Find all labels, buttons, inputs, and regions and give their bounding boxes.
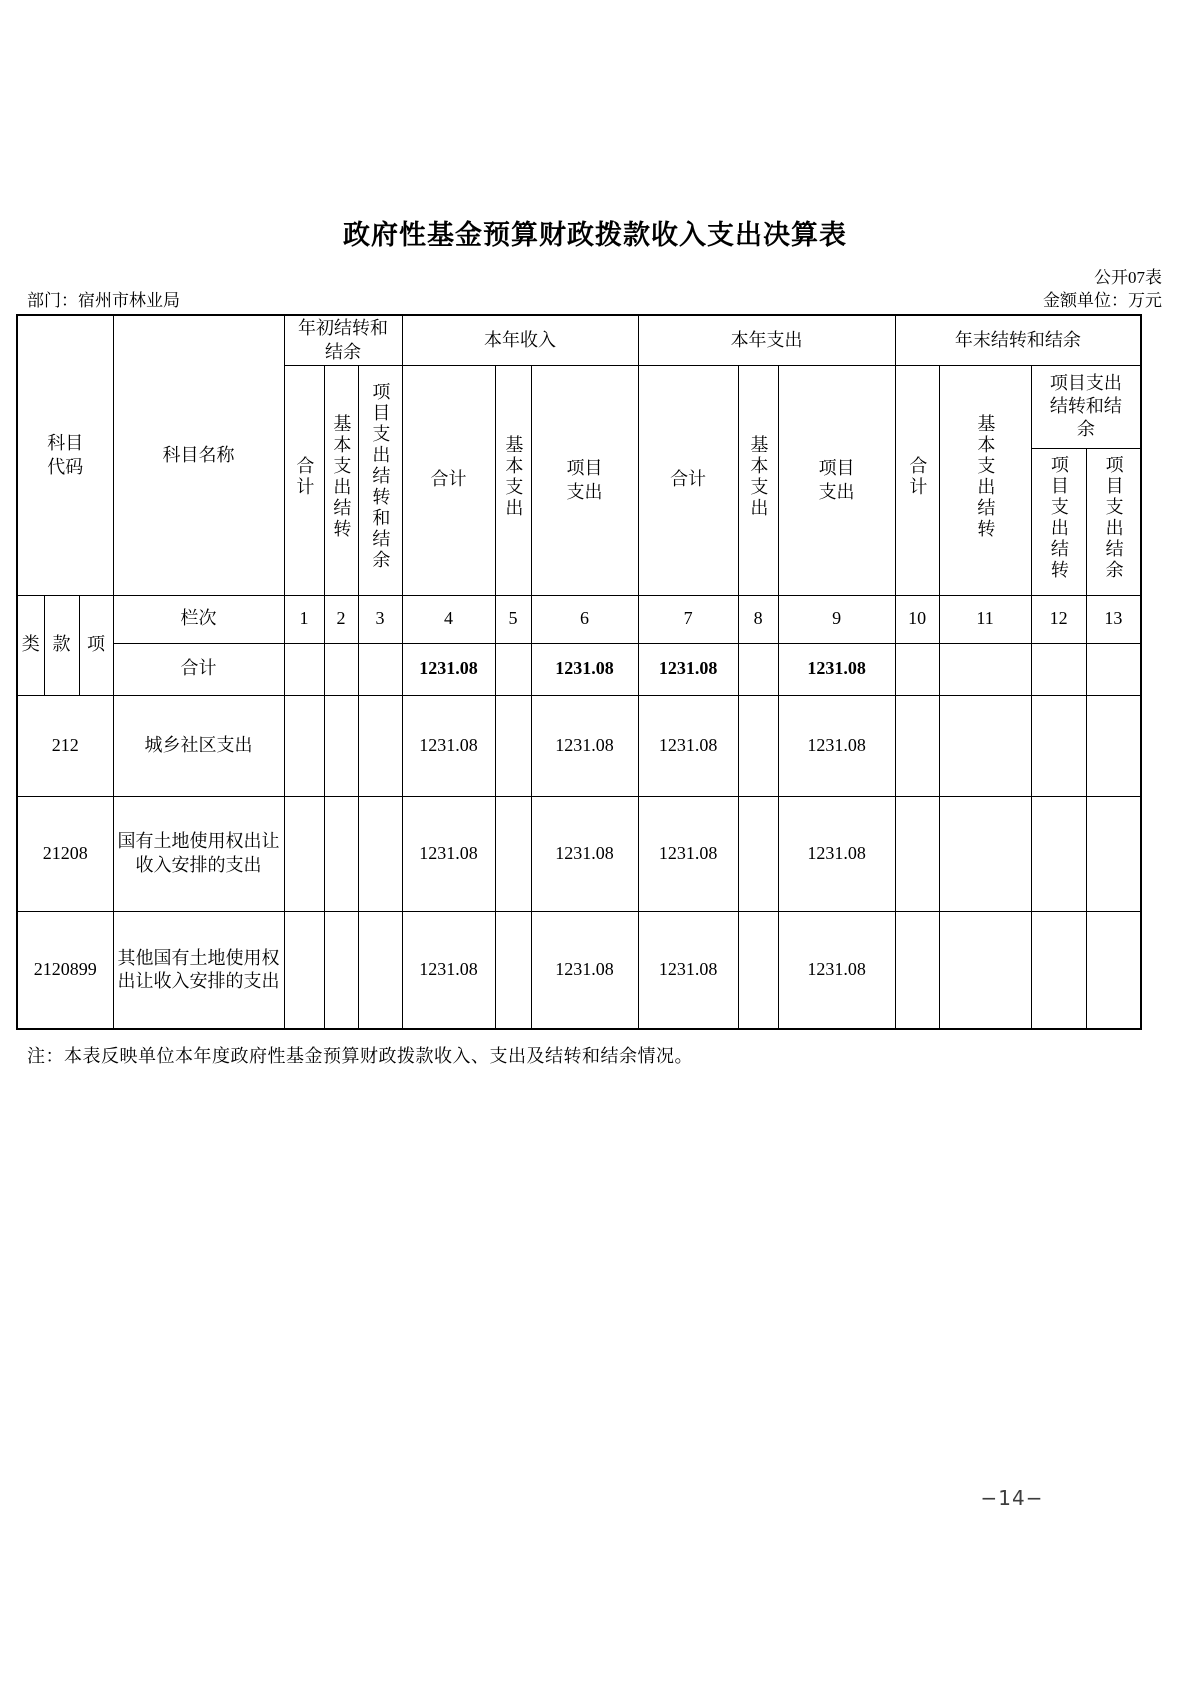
header-begin-project: 项目支出结转和结余 [358, 365, 402, 595]
total-value-11 [939, 643, 1031, 695]
page-title: 政府性基金预算财政拨款收入支出决算表 [343, 220, 847, 250]
cell-value-5 [495, 695, 531, 796]
cell-value-11 [939, 796, 1031, 911]
column-index-row [17, 595, 1141, 643]
budget-table [16, 314, 1142, 1030]
cell-value-1 [284, 796, 324, 911]
col-number-10: 10 [895, 595, 939, 643]
header-group-expense: 本年支出 [638, 315, 895, 365]
table-row-2120899 [17, 911, 1141, 1029]
doc-label: 公开07表 [1094, 268, 1162, 287]
cell-value-12 [1031, 911, 1086, 1029]
header-income-basic: 基本支出 [495, 365, 531, 595]
cell-value-7: 1231.08 [638, 911, 738, 1029]
header-begin-basic: 基本支出结转 [324, 365, 358, 595]
cell-value-13 [1086, 695, 1141, 796]
total-value-12 [1031, 643, 1086, 695]
col-number-6: 6 [531, 595, 638, 643]
cell-code: 2120899 [17, 911, 113, 1029]
cell-value-1 [284, 695, 324, 796]
total-value-5 [495, 643, 531, 695]
header-end-basic: 基本支出结转 [939, 365, 1031, 595]
cell-value-2 [324, 796, 358, 911]
cell-value-8 [738, 911, 778, 1029]
unit-label: 金额单位：万元 [1043, 291, 1162, 310]
header-lanci: 栏次 [113, 595, 284, 643]
department-label: 部门：宿州市林业局 [27, 291, 180, 310]
header-income-total: 合计 [402, 365, 495, 595]
cell-value-6: 1231.08 [531, 695, 638, 796]
header-section: 款 [44, 595, 79, 695]
header-end-total: 合计 [895, 365, 939, 595]
col-number-7: 7 [638, 595, 738, 643]
cell-code: 212 [17, 695, 113, 796]
cell-name: 其他国有土地使用权出让收入安排的支出 [113, 911, 284, 1029]
header-expense-total: 合计 [638, 365, 738, 595]
col-number-13: 13 [1086, 595, 1141, 643]
col-number-4: 4 [402, 595, 495, 643]
header-end-project-carry: 项目支出结转 [1031, 448, 1086, 595]
col-number-12: 12 [1031, 595, 1086, 643]
col-number-11: 11 [939, 595, 1031, 643]
cell-value-6: 1231.08 [531, 911, 638, 1029]
total-value-13 [1086, 643, 1141, 695]
table-row-21208 [17, 796, 1141, 911]
header-group-income: 本年收入 [402, 315, 638, 365]
cell-value-12 [1031, 796, 1086, 911]
header-class: 类 [17, 595, 44, 695]
cell-value-8 [738, 796, 778, 911]
total-value-4: 1231.08 [402, 643, 495, 695]
cell-value-11 [939, 695, 1031, 796]
header-subject-name: 科目名称 [113, 315, 284, 595]
cell-value-2 [324, 911, 358, 1029]
cell-value-5 [495, 796, 531, 911]
table-row-212 [17, 695, 1141, 796]
col-number-5: 5 [495, 595, 531, 643]
col-number-9: 9 [778, 595, 895, 643]
col-number-1: 1 [284, 595, 324, 643]
cell-value-7: 1231.08 [638, 695, 738, 796]
cell-value-6: 1231.08 [531, 796, 638, 911]
cell-value-9: 1231.08 [778, 796, 895, 911]
header-end-project-group: 项目支出结转和结余 [1031, 365, 1141, 448]
cell-value-4: 1231.08 [402, 695, 495, 796]
header-end-project-balance: 项目支出结余 [1086, 448, 1141, 595]
total-value-9: 1231.08 [778, 643, 895, 695]
table-note: 注：本表反映单位本年度政府性基金预算财政拨款收入、支出及结转和结余情况。 [27, 1046, 693, 1066]
header-expense-basic: 基本支出 [738, 365, 778, 595]
col-number-8: 8 [738, 595, 778, 643]
total-value-1 [284, 643, 324, 695]
cell-value-5 [495, 911, 531, 1029]
header-group-row [17, 315, 1141, 365]
header-item: 项 [79, 595, 113, 695]
cell-value-9: 1231.08 [778, 695, 895, 796]
cell-value-3 [358, 911, 402, 1029]
cell-value-7: 1231.08 [638, 796, 738, 911]
cell-value-13 [1086, 911, 1141, 1029]
cell-value-13 [1086, 796, 1141, 911]
total-row-label: 合计 [113, 643, 284, 695]
cell-value-1 [284, 911, 324, 1029]
total-value-10 [895, 643, 939, 695]
cell-value-10 [895, 796, 939, 911]
page-number: −14− [980, 1486, 1044, 1510]
cell-value-10 [895, 695, 939, 796]
cell-value-3 [358, 796, 402, 911]
total-row [17, 643, 1141, 695]
total-value-7: 1231.08 [638, 643, 738, 695]
cell-value-12 [1031, 695, 1086, 796]
header-begin-total: 合计 [284, 365, 324, 595]
cell-code: 21208 [17, 796, 113, 911]
cell-value-2 [324, 695, 358, 796]
total-value-8 [738, 643, 778, 695]
cell-value-11 [939, 911, 1031, 1029]
total-value-3 [358, 643, 402, 695]
cell-name: 城乡社区支出 [113, 695, 284, 796]
header-income-project: 项目支出 [531, 365, 638, 595]
header-subject-code: 科目代码 [17, 315, 113, 595]
cell-value-4: 1231.08 [402, 796, 495, 911]
total-value-6: 1231.08 [531, 643, 638, 695]
col-number-3: 3 [358, 595, 402, 643]
cell-value-10 [895, 911, 939, 1029]
total-value-2 [324, 643, 358, 695]
header-group-end: 年末结转和结余 [895, 315, 1141, 365]
header-expense-project: 项目支出 [778, 365, 895, 595]
header-group-begin: 年初结转和结余 [284, 315, 402, 365]
cell-value-8 [738, 695, 778, 796]
cell-value-3 [358, 695, 402, 796]
cell-value-4: 1231.08 [402, 911, 495, 1029]
col-number-2: 2 [324, 595, 358, 643]
cell-value-9: 1231.08 [778, 911, 895, 1029]
cell-name: 国有土地使用权出让收入安排的支出 [113, 796, 284, 911]
